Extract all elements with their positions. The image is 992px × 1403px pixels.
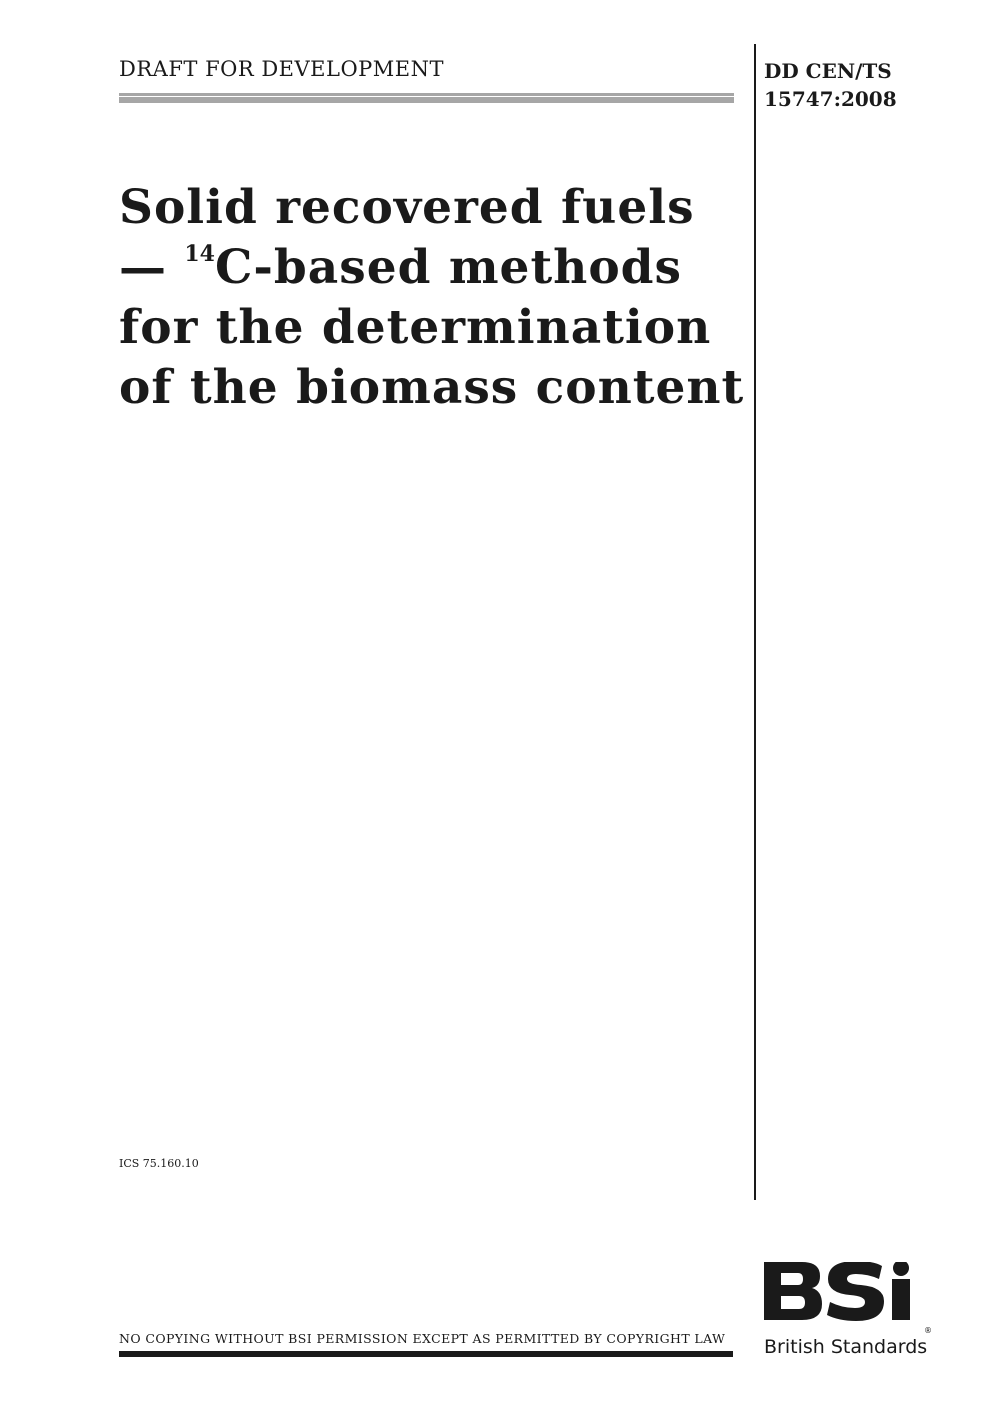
bsi-letter-i-dot: [893, 1262, 909, 1276]
title-line-4: of the biomass content: [119, 360, 745, 415]
title-line-1: Solid recovered fuels: [119, 180, 695, 235]
title-dash: —: [119, 240, 185, 295]
title-line-2-text: C-based methods: [215, 240, 683, 295]
header-rule: [119, 93, 734, 103]
title-line-2: [119, 238, 739, 298]
footer-rule: [119, 1351, 733, 1357]
document-type-label: DRAFT FOR DEVELOPMENT: [119, 57, 445, 81]
document-title: [119, 178, 745, 418]
vertical-divider: [754, 44, 756, 1200]
registered-mark: ®: [924, 1326, 932, 1335]
title-line-3: for the determination: [119, 300, 712, 355]
document-number-line1: DD CEN/TS: [764, 59, 892, 83]
document-number: [764, 57, 897, 113]
isotope-superscript: 14: [184, 241, 215, 267]
bsi-letter-b: [764, 1262, 822, 1320]
bsi-letter-i-stem: [892, 1279, 910, 1320]
bsi-caption: British Standards: [764, 1336, 928, 1358]
document-number-line2: 15747:2008: [764, 87, 897, 111]
bsi-letter-s: [827, 1262, 884, 1321]
copyright-notice: NO COPYING WITHOUT BSI PERMISSION EXCEPT AS PERMITTED BY COPYRIGHT LAW: [119, 1331, 726, 1346]
ics-code: ICS 75.160.10: [119, 1157, 199, 1170]
